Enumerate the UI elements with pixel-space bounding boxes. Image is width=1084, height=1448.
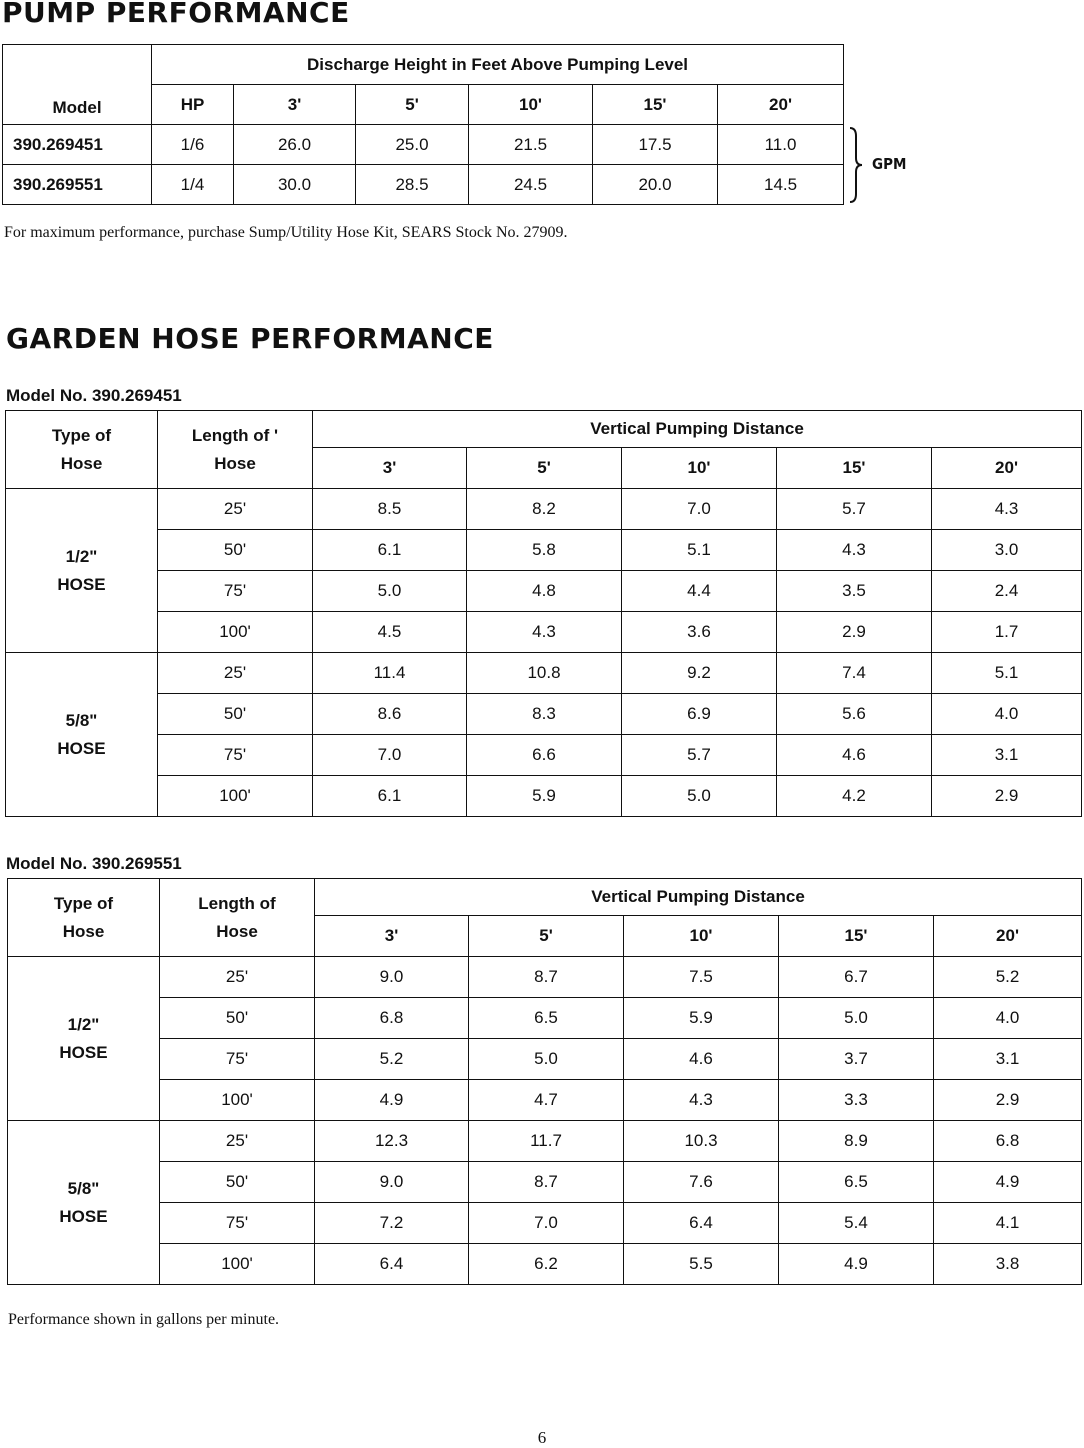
table-row — [8, 1080, 1082, 1121]
gpm-cell: 6.5 — [779, 1162, 934, 1203]
gpm-cell: 8.6 — [313, 694, 467, 735]
gpm-cell: 5.0 — [779, 998, 934, 1039]
length-cell: 100' — [158, 776, 313, 817]
gpm-cell: 24.5 — [469, 165, 593, 205]
table-row — [8, 1244, 1082, 1285]
gpm-cell: 11.0 — [718, 125, 844, 165]
gpm-cell: 4.5 — [313, 612, 467, 653]
model-cell: 390.269451 — [3, 125, 152, 165]
table-row — [8, 1162, 1082, 1203]
gpm-cell: 2.4 — [932, 571, 1082, 612]
gpm-cell: 2.9 — [932, 776, 1082, 817]
garden-hose-table-1 — [5, 410, 1082, 817]
col-length-header: Length of ' Hose — [158, 411, 313, 489]
length-cell: 100' — [160, 1080, 315, 1121]
length-cell: 75' — [160, 1203, 315, 1244]
gpm-cell: 5.0 — [622, 776, 777, 817]
table-row — [8, 998, 1082, 1039]
gpm-cell: 5.9 — [467, 776, 622, 817]
col-length-header: Length of Hose — [160, 879, 315, 957]
length-cell: 75' — [158, 735, 313, 776]
hp-cell: 1/4 — [152, 165, 234, 205]
hose-type-cell: 5/8" HOSE — [8, 1121, 160, 1285]
gpm-cell: 4.3 — [932, 489, 1082, 530]
gpm-cell: 4.6 — [624, 1039, 779, 1080]
gpm-cell: 5.0 — [313, 571, 467, 612]
gpm-cell: 11.7 — [469, 1121, 624, 1162]
gpm-cell: 25.0 — [356, 125, 469, 165]
hp-cell: 1/6 — [152, 125, 234, 165]
col-model-header: Model — [3, 45, 152, 125]
discharge-height-header: Discharge Height in Feet Above Pumping Level — [152, 45, 844, 85]
gpm-cell: 9.0 — [315, 957, 469, 998]
gpm-cell: 4.3 — [777, 530, 932, 571]
gpm-cell: 4.0 — [932, 694, 1082, 735]
gpm-cell: 5.9 — [624, 998, 779, 1039]
gpm-cell: 4.9 — [934, 1162, 1082, 1203]
garden-hose-table-2 — [7, 878, 1082, 1285]
gpm-cell: 21.5 — [469, 125, 593, 165]
distance-header: 5' — [469, 916, 624, 957]
pump-performance-table — [2, 44, 844, 205]
length-cell: 50' — [160, 998, 315, 1039]
gpm-cell: 8.7 — [469, 957, 624, 998]
gpm-cell: 3.8 — [934, 1244, 1082, 1285]
distance-header: 10' — [624, 916, 779, 957]
gpm-cell: 7.4 — [777, 653, 932, 694]
gpm-cell: 5.7 — [622, 735, 777, 776]
height-header: 3' — [234, 85, 356, 125]
gpm-cell: 4.9 — [779, 1244, 934, 1285]
distance-header: 20' — [934, 916, 1082, 957]
gpm-cell: 4.6 — [777, 735, 932, 776]
gpm-cell: 6.4 — [315, 1244, 469, 1285]
gpm-cell: 4.3 — [467, 612, 622, 653]
model-label: Model No. 390.269551 — [6, 854, 182, 873]
gpm-cell: 7.0 — [313, 735, 467, 776]
gpm-cell: 30.0 — [234, 165, 356, 205]
table-row — [6, 489, 1082, 530]
gpm-cell: 7.6 — [624, 1162, 779, 1203]
gpm-cell: 11.4 — [313, 653, 467, 694]
gpm-cell: 7.0 — [622, 489, 777, 530]
garden-hose-title: GARDEN HOSE PERFORMANCE — [6, 322, 494, 355]
gpm-cell: 5.4 — [779, 1203, 934, 1244]
height-header: 20' — [718, 85, 844, 125]
gpm-cell: 5.5 — [624, 1244, 779, 1285]
gpm-brace — [848, 126, 868, 204]
table-row — [8, 1121, 1082, 1162]
gpm-cell: 1.7 — [932, 612, 1082, 653]
table-row — [8, 957, 1082, 998]
gpm-cell: 5.7 — [777, 489, 932, 530]
distance-header: 20' — [932, 448, 1082, 489]
gpm-cell: 5.1 — [622, 530, 777, 571]
gpm-cell: 14.5 — [718, 165, 844, 205]
gpm-cell: 5.6 — [777, 694, 932, 735]
distance-header: 15' — [777, 448, 932, 489]
length-cell: 25' — [158, 653, 313, 694]
gpm-cell: 6.6 — [467, 735, 622, 776]
gpm-cell: 8.2 — [467, 489, 622, 530]
gpm-cell: 3.6 — [622, 612, 777, 653]
gpm-cell: 6.8 — [315, 998, 469, 1039]
table-row — [6, 571, 1082, 612]
gpm-cell: 4.2 — [777, 776, 932, 817]
gpm-cell: 7.5 — [624, 957, 779, 998]
gpm-cell: 4.7 — [469, 1080, 624, 1121]
table-row — [6, 653, 1082, 694]
gpm-cell: 5.2 — [934, 957, 1082, 998]
length-cell: 75' — [158, 571, 313, 612]
gpm-cell: 4.0 — [934, 998, 1082, 1039]
length-cell: 100' — [158, 612, 313, 653]
table-row — [8, 1203, 1082, 1244]
col-hp-header: HP — [152, 85, 234, 125]
gpm-cell: 10.8 — [467, 653, 622, 694]
pump-performance-title: PUMP PERFORMANCE — [2, 0, 350, 29]
gpm-cell: 8.3 — [467, 694, 622, 735]
gpm-cell: 6.8 — [934, 1121, 1082, 1162]
gpm-unit-label: GPM — [872, 155, 907, 173]
gpm-cell: 2.9 — [934, 1080, 1082, 1121]
col-type-header: Type of Hose — [8, 879, 160, 957]
gpm-cell: 4.3 — [624, 1080, 779, 1121]
gpm-cell: 8.5 — [313, 489, 467, 530]
gpm-cell: 2.9 — [777, 612, 932, 653]
length-cell: 25' — [158, 489, 313, 530]
length-cell: 25' — [160, 1121, 315, 1162]
hose-type-cell: 5/8" HOSE — [6, 653, 158, 817]
length-cell: 50' — [158, 694, 313, 735]
gpm-cell: 8.7 — [469, 1162, 624, 1203]
gpm-cell: 4.1 — [934, 1203, 1082, 1244]
model-label: Model No. 390.269451 — [6, 386, 182, 405]
model-cell: 390.269551 — [3, 165, 152, 205]
vertical-distance-header: Vertical Pumping Distance — [315, 879, 1082, 916]
pump-note: For maximum performance, purchase Sump/Utility Hose Kit, SEARS Stock No. 27909. — [4, 224, 568, 241]
gpm-cell: 3.1 — [932, 735, 1082, 776]
gpm-cell: 17.5 — [593, 125, 718, 165]
gpm-cell: 8.9 — [779, 1121, 934, 1162]
gpm-cell: 20.0 — [593, 165, 718, 205]
length-cell: 50' — [160, 1162, 315, 1203]
gpm-cell: 28.5 — [356, 165, 469, 205]
length-cell: 25' — [160, 957, 315, 998]
gpm-cell: 6.4 — [624, 1203, 779, 1244]
gpm-cell: 9.0 — [315, 1162, 469, 1203]
height-header: 10' — [469, 85, 593, 125]
length-cell: 50' — [158, 530, 313, 571]
gpm-cell: 5.1 — [932, 653, 1082, 694]
gpm-cell: 10.3 — [624, 1121, 779, 1162]
gpm-cell: 7.2 — [315, 1203, 469, 1244]
length-cell: 75' — [160, 1039, 315, 1080]
gpm-cell: 5.0 — [469, 1039, 624, 1080]
table-row — [6, 735, 1082, 776]
table-row — [3, 125, 844, 165]
distance-header: 10' — [622, 448, 777, 489]
length-cell: 100' — [160, 1244, 315, 1285]
vertical-distance-header: Vertical Pumping Distance — [313, 411, 1082, 448]
gpm-cell: 7.0 — [469, 1203, 624, 1244]
gpm-cell: 12.3 — [315, 1121, 469, 1162]
table-row — [6, 612, 1082, 653]
table-row — [6, 530, 1082, 571]
gpm-cell: 6.1 — [313, 530, 467, 571]
gpm-cell: 4.4 — [622, 571, 777, 612]
page-number: 6 — [537, 1428, 547, 1447]
height-header: 15' — [593, 85, 718, 125]
gpm-cell: 3.1 — [934, 1039, 1082, 1080]
gpm-cell: 5.8 — [467, 530, 622, 571]
gpm-cell: 26.0 — [234, 125, 356, 165]
gpm-cell: 6.1 — [313, 776, 467, 817]
gpm-cell: 6.9 — [622, 694, 777, 735]
col-type-header: Type of Hose — [6, 411, 158, 489]
table-row — [8, 1039, 1082, 1080]
gpm-cell: 6.2 — [469, 1244, 624, 1285]
gpm-cell: 3.3 — [779, 1080, 934, 1121]
height-header: 5' — [356, 85, 469, 125]
garden-hose-note: Performance shown in gallons per minute. — [8, 1311, 280, 1328]
hose-type-cell: 1/2" HOSE — [8, 957, 160, 1121]
gpm-cell: 3.5 — [777, 571, 932, 612]
gpm-cell: 3.7 — [779, 1039, 934, 1080]
hose-type-cell: 1/2" HOSE — [6, 489, 158, 653]
gpm-cell: 4.9 — [315, 1080, 469, 1121]
gpm-cell: 5.2 — [315, 1039, 469, 1080]
distance-header: 15' — [779, 916, 934, 957]
gpm-cell: 9.2 — [622, 653, 777, 694]
table-row — [3, 165, 844, 205]
gpm-cell: 3.0 — [932, 530, 1082, 571]
distance-header: 3' — [313, 448, 467, 489]
table-row — [6, 694, 1082, 735]
table-row — [6, 776, 1082, 817]
gpm-cell: 6.7 — [779, 957, 934, 998]
distance-header: 3' — [315, 916, 469, 957]
distance-header: 5' — [467, 448, 622, 489]
gpm-cell: 4.8 — [467, 571, 622, 612]
gpm-cell: 6.5 — [469, 998, 624, 1039]
